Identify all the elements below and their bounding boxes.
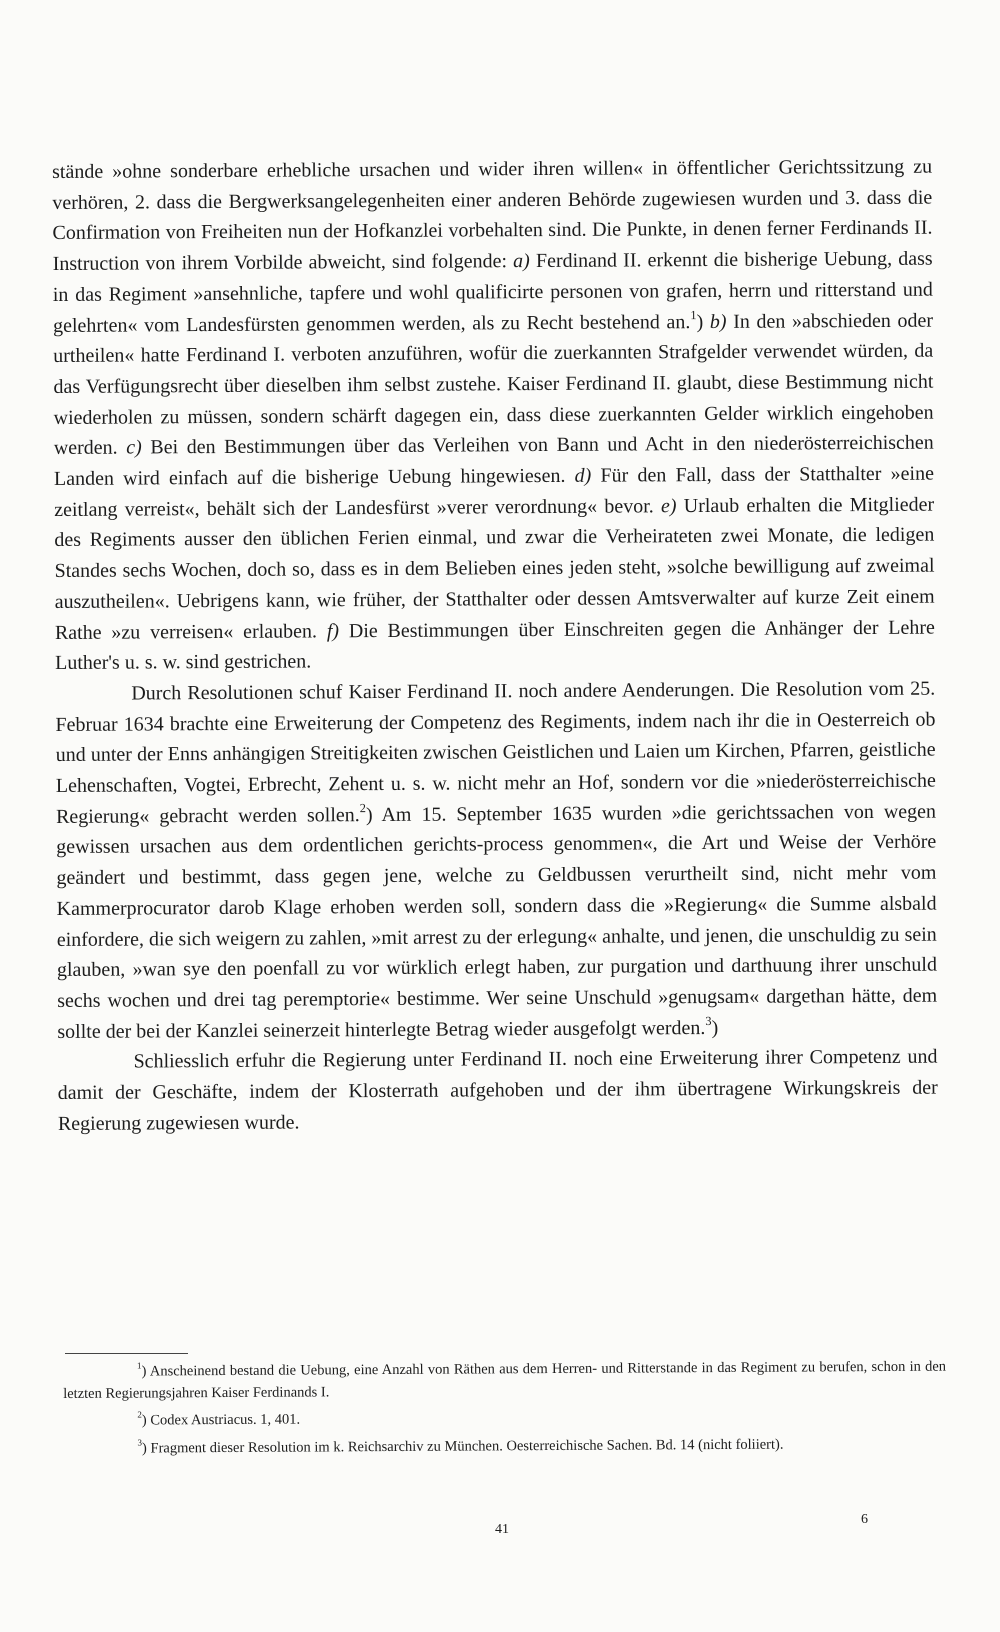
item-marker-f: f) bbox=[326, 619, 340, 642]
item-marker-d: d) bbox=[574, 464, 592, 487]
footnote-ref-1: 1 bbox=[690, 307, 697, 322]
sheet-signature: 6 bbox=[861, 1512, 868, 1527]
paragraph-1: stände »ohne sonderbare erhebliche ursachen und wider ihren willen« in öffentlicher Gerichtssitzung zu verhören, 2. dass die Bergwerksangelegenheiten einer anderen Behörde zugewiesen wurden und 3. dass die Confirmation von Freiheiten nun der Hofkanzlei vorbehalten sind. Die Punkte, in denen ferner Ferdinands II. Instruction von ihrem Vorbilde abweicht, sind folgende: a) Ferdinand II. erkennt die bisherige Uebung, dass in das Regiment »ansehnliche, tapfere und wohl qualificirte personen von grafen, herrn und ritterstand und gelehrten« vom Landesfürsten genommen werden, als zu Recht bestehend an.$^1$) b) In den »abschieden oder urtheilen« hatte Ferdinand I. verboten anzuführen, wofür die zuerkannten Strafgelder verwendet würden, da das Verfügungsrecht über dieselben ihm selbst zustehe. Kaiser Ferdinand II. glaubt, diese Bestimmung nicht wiederholen zu müssen, sondern schärft dagegen ein, dass diese zuerkannten Gelder wirklich eingehoben werden. c) Bei den Bestimmungen über das Verleihen von Bann und Acht in den niederösterreichischen Landen wird einfach auf die bisherige Uebung hingewiesen. d) Für den Fall, dass der Statthalter »eine zeitlang verreist«, behält sich der Landesfürst »verer verordnung« bevor. e) Urlaub erhalten die Mitglieder des Regiments ausser den üblichen Ferien einmal, und zwar die Verheirateten zwei Monate, die ledigen Standes sechs Wochen, doch so, dass es in dem Belieben eines jeden steht, »solche bewilligung auf zweimal auszutheilen«. Uebrigens kann, wie früher, der Statthalter oder dessen Amtsverwalter auf kurze Zeit einem Rathe »zu verreisen« erlauben. f) Die Bestimmungen über Einschreiten gegen die Anhänger der Lehre Luther's u. s. w. sind gestrichen. bbox=[52, 155, 935, 675]
item-marker-b: b) bbox=[709, 310, 727, 333]
footnotes bbox=[63, 1357, 947, 1466]
footnote-ref-2: 2 bbox=[359, 800, 366, 816]
item-marker-c: c) bbox=[126, 436, 142, 459]
footnote-separator bbox=[65, 1353, 188, 1354]
page-number: 41 bbox=[495, 1522, 509, 1537]
footnote-2: $^2$) Codex Austriacus. 1, 401. bbox=[137, 1409, 301, 1429]
item-marker-a: a) bbox=[513, 250, 530, 273]
paragraph-3: Schliesslich erfuhr die Regierung unter Ferdinand II. noch eine Erweiterung ihrer Competenz und damit der Geschäfte, indem der Klosterrath aufgehoben und der ihm übertragene Wirkungskreis der Regierung zugewiesen wurde. bbox=[57, 1045, 938, 1135]
paragraph-2: Durch Resolutionen schuf Kaiser Ferdinand II. noch andere Aenderungen. Die Resolution vom 25. Februar 1634 brachte eine Erweiterung der Competenz des Regiments, indem nach ihr die in Oesterreich ob und unter der Enns anhängigen Streitigkeiten zwischen Geistlichen und Laien um Kirchen, Pfarren, geistliche Lehenschaften, Vogtei, Erbrecht, Zehent u. s. w. nicht mehr an Hof, sondern vor die »niederösterreichische Regierung« gebracht werden sollen.$^2$) Am 15. September 1635 wurden »die gerichtssachen von wegen gewissen ursachen aus dem ordentlichen gerichts-process genommen«, die Art und Weise der Verhöre geändert und bestimmt, dass gegen jene, welche zu Geldbussen verurtheilt sind, nicht mehr vom Kammerprocurator darob Klage erhoben werden soll, sondern dass die »Regierung« die Summe alsbald einfordere, die sich weigern zu zahlen, »mit arrest zu der erlegung« anhalte, und jenen, die unschuldig zu sein glauben, »wan sye den poenfall zu vor würklich erlegt haben, zur purgation und darthuung ihrer unschuld sechs wochen und drei tag peremptorie« bestimme. Wer seine Unschuld »genugsam« dargethan hätte, dem sollte der bei der Kanzlei seinerzeit hinterlegte Betrag wieder ausgefolgt werden.$^3$) bbox=[55, 677, 938, 1043]
item-marker-e: e) bbox=[660, 494, 677, 518]
footnote-ref-3: 3 bbox=[705, 1013, 712, 1028]
main-text bbox=[52, 152, 938, 1140]
footnote-3: $^3$) Fragment dieser Resolution im k. Reichsarchiv zu München. Oesterreichische Sachen. Bd. 14 (nicht foliiert). bbox=[137, 1436, 784, 1457]
footnote-1: $^1$) Anscheinend bestand die Uebung, eine Anzahl von Räthen aus dem Herren- und Ritterstande in das Regiment zu berufen, schon in den letzten Regierungsjahren Kaiser Ferdinands I. bbox=[63, 1358, 947, 1402]
